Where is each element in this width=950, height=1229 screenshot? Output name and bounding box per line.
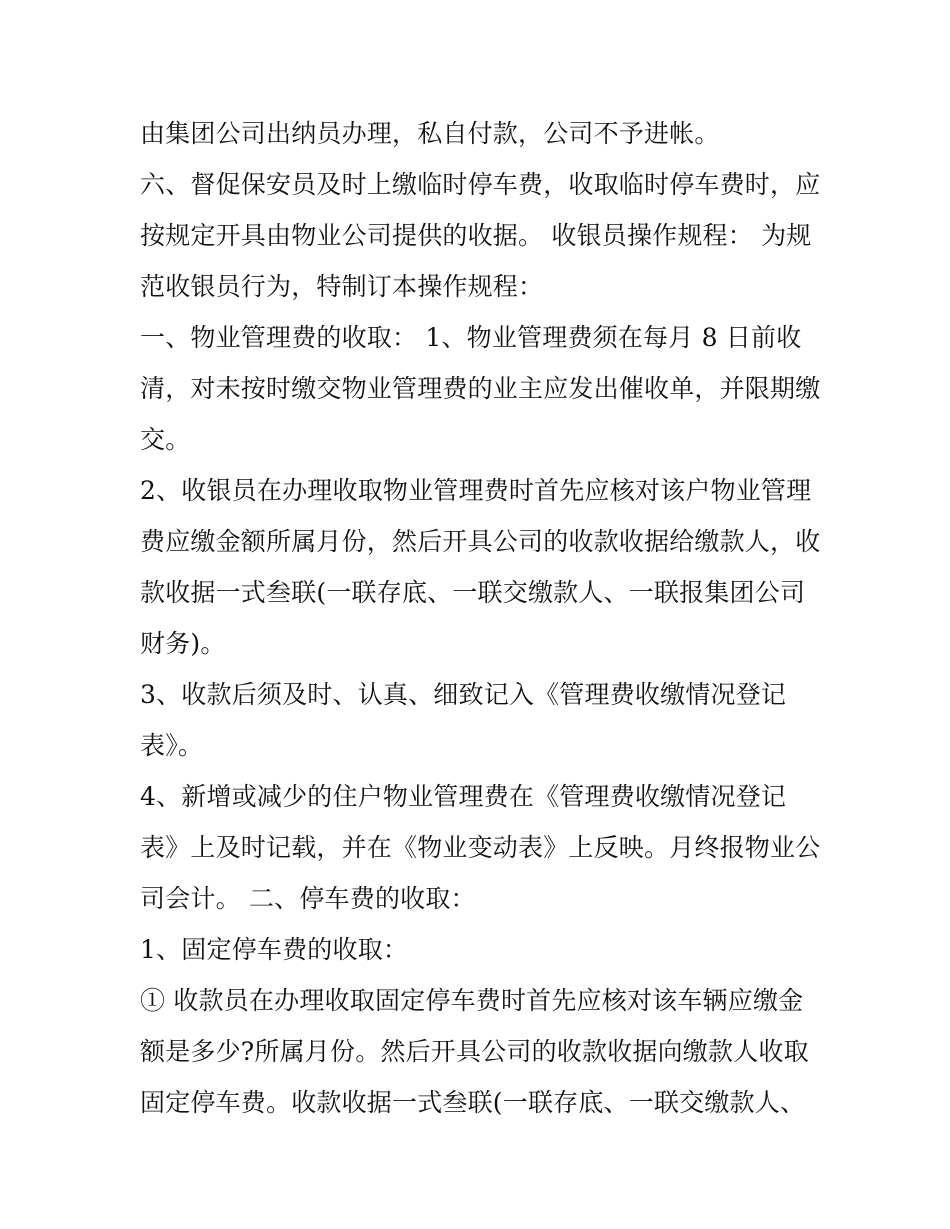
text-line: 额是多少?所属月份。然后开具公司的收款收据向缴款人收取 [140,1037,809,1066]
text-line: 费应缴金额所属月份，然后开具公司的收款收据给缴款人，收 [140,527,821,556]
text-line: 六、督促保安员及时上缴临时停车费，收取临时停车费时，应 [140,170,821,199]
text-line: 司会计。 二、停车费的收取： [140,884,476,913]
text-line: 固定停车费。收款收据一式叁联(一联存底、一联交缴款人、 [140,1088,806,1117]
document-body [140,108,820,1128]
text-line: 2、收银员在办理收取物业管理费时首先应核对该户物业管理 [140,476,812,505]
text-line: ① 收款员在办理收取固定停车费时首先应核对该车辆应缴金 [140,986,804,1015]
text-line: 表》上及时记载，并在《物业变动表》上反映。月终报物业公 [140,833,821,862]
text-line: 由集团公司出纳员办理，私自付款，公司不予进帐。 [140,119,720,148]
text-line: 3、收款后须及时、认真、细致记入《管理费收缴情况登记 [140,680,787,709]
text-line: 交。 [140,425,191,454]
text-line: 款收据一式叁联(一联存底、一联交缴款人、一联报集团公司 [140,578,806,607]
text-line: 一、物业管理费的收取： 1、物业管理费须在每月 8 日前收 [140,323,802,352]
text-line: 表》。 [140,731,204,760]
text-line: 按规定开具由物业公司提供的收据。 收银员操作规程： 为规 [140,221,812,250]
text-line: 财务)。 [140,629,226,658]
text-line: 范收银员行为，特制订本操作规程： [140,272,544,301]
text-line: 1、固定停车费的收取： [140,935,409,964]
text-line: 4、新增或减少的住户物业管理费在《管理费收缴情况登记 [140,782,787,811]
text-line: 清，对未按时缴交物业管理费的业主应发出催收单，并限期缴 [140,374,821,403]
